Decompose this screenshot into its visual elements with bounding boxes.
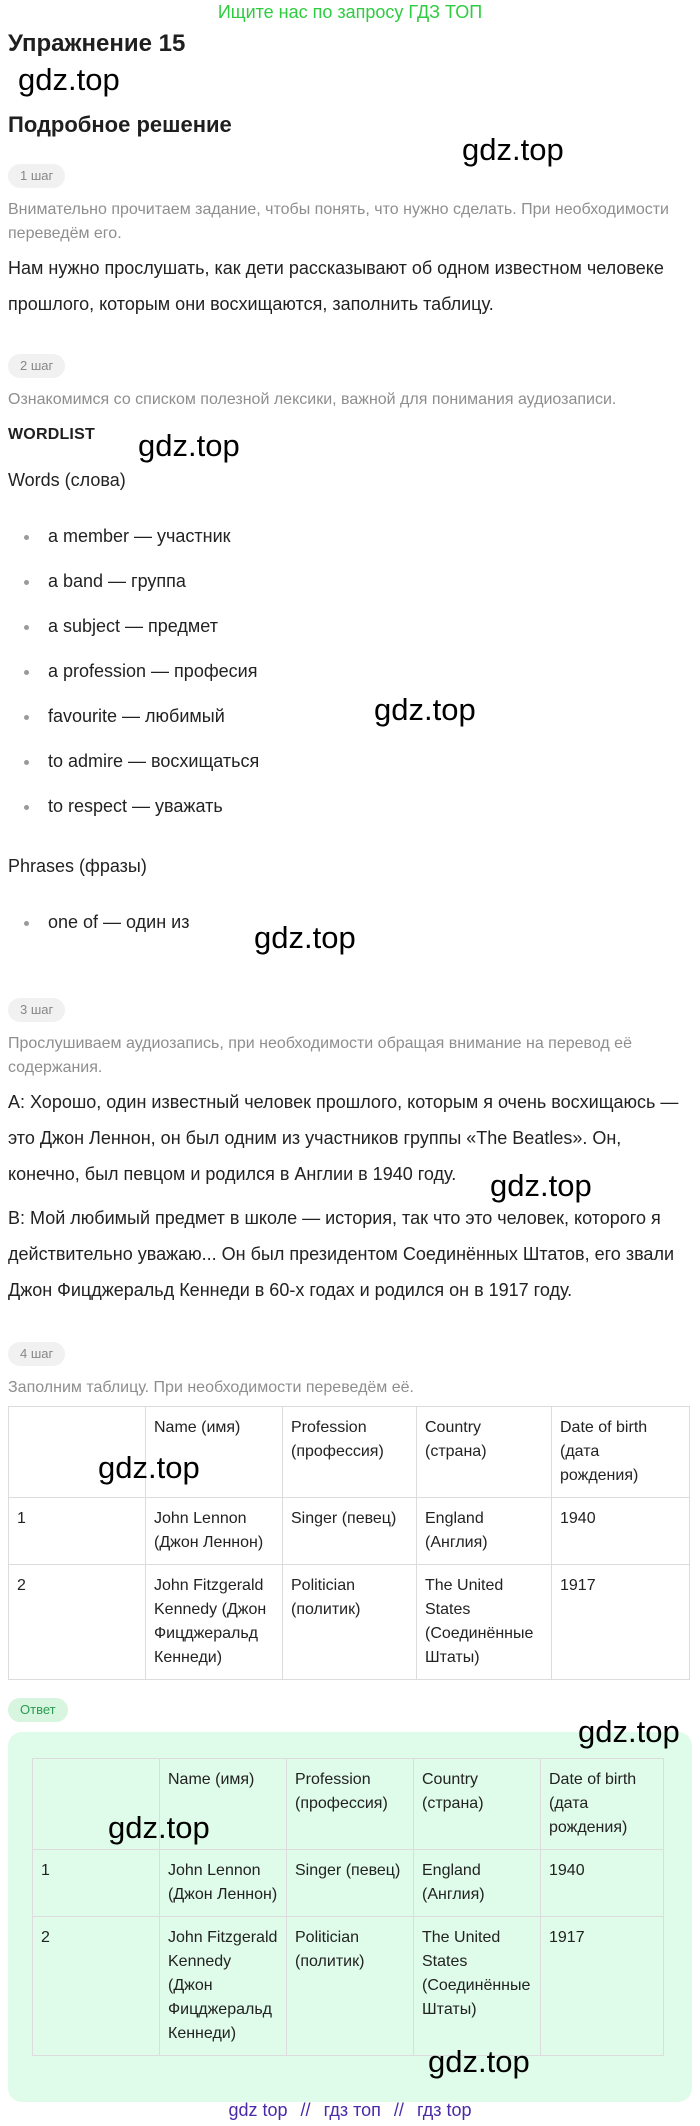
step-hint: Прослушиваем аудиозапись, при необходимости обращая внимание на перевод её содержания.	[8, 1035, 632, 1076]
watermark: gdz.top	[462, 132, 564, 167]
table-cell: Profession (профессия)	[287, 1759, 414, 1850]
watermark: gdz.top	[428, 2044, 530, 2079]
table-cell: Singer (певец)	[287, 1850, 414, 1917]
step-badge: 1 шаг	[8, 164, 65, 188]
dialogue-b: B: Мой любимый предмет в школе — история, так что это человек, которого я действительно уважаю... Он был президентом Соединённых Штатов, его звали Джон Фицджеральд Кеннеди в 60-х годах и родился он в 1917 году.	[8, 1208, 674, 1300]
table-cell: Country (страна)	[414, 1759, 541, 1850]
wordlist-heading: WORDLIST	[8, 426, 95, 443]
step-hint: Внимательно прочитаем задание, чтобы понять, что нужно сделать. При необходимости переведём его.	[8, 201, 669, 242]
table-row	[9, 1498, 690, 1565]
list-item: a subject — предмет	[8, 614, 259, 659]
watermark: gdz.top	[98, 1450, 200, 1485]
table-cell: The United States (Соединённые Штаты)	[414, 1917, 541, 2056]
table-cell: 2	[9, 1565, 146, 1680]
table-cell: England (Англия)	[414, 1850, 541, 1917]
step-badge: 3 шаг	[8, 998, 65, 1022]
watermark: gdz.top	[108, 1810, 210, 1845]
table-cell: Profession (профессия)	[283, 1407, 417, 1498]
words-heading: Words (слова)	[8, 470, 126, 490]
step-badge: 4 шаг	[8, 1342, 65, 1366]
answer-table	[32, 1758, 664, 2056]
table-cell: John Fitzgerald Kennedy (Джон Фицджеральд Кеннеди)	[146, 1565, 283, 1680]
table-cell: 1	[33, 1850, 160, 1917]
top-banner[interactable]: Ищите нас по запросу ГДЗ ТОП	[217, 2, 483, 22]
phrases-list	[8, 910, 189, 955]
table-cell: The United States (Соединённые Штаты)	[417, 1565, 552, 1680]
table-cell: 1940	[541, 1850, 664, 1917]
phrases-heading: Phrases (фразы)	[8, 856, 147, 876]
table-cell: John Fitzgerald Kennedy (Джон Фицджеральд Кеннеди)	[160, 1917, 287, 2056]
table-cell: 1917	[541, 1917, 664, 2056]
table-cell: 1	[9, 1498, 146, 1565]
answer-badge: Ответ	[8, 1698, 68, 1722]
table-cell: Country (страна)	[417, 1407, 552, 1498]
footer-link[interactable]: гдз top	[416, 2100, 472, 2120]
table-cell: 2	[33, 1917, 160, 2056]
footer-link[interactable]: gdz top	[228, 2100, 288, 2120]
table-cell: Date of birth (дата рождения)	[552, 1407, 690, 1498]
step-text: Нам нужно прослушать, как дети рассказывают об одном известном человеке прошлого, которым они восхищаются, заполнить таблицу.	[8, 258, 664, 314]
watermark: gdz.top	[374, 692, 476, 727]
list-item: a band — группа	[8, 569, 259, 614]
footer-separator: //	[300, 2100, 311, 2120]
list-item: to respect — уважать	[8, 794, 259, 839]
table-cell: John Lennon (Джон Леннон)	[146, 1498, 283, 1565]
table-cell: Singer (певец)	[283, 1498, 417, 1565]
watermark: gdz.top	[578, 1714, 680, 1749]
table-cell: Date of birth (дата рождения)	[541, 1759, 664, 1850]
answer-table	[8, 1406, 690, 1680]
table-row	[9, 1565, 690, 1680]
table-cell: Name (имя)	[146, 1407, 283, 1498]
watermark: gdz.top	[490, 1168, 592, 1203]
footer-separator: //	[393, 2100, 404, 2120]
dialogue-a: A: Хорошо, один известный человек прошлого, которым я очень восхищаюсь — это Джон Леннон, он был одним из участников группы «The Beatles». Он, конечно, был певцом и родился в Англии в 1940 году.	[8, 1092, 679, 1184]
watermark: gdz.top	[138, 428, 240, 463]
list-item: one of — один из	[8, 910, 189, 955]
watermark: gdz.top	[254, 920, 356, 955]
table-cell: 1917	[552, 1565, 690, 1680]
table-row	[33, 1850, 664, 1917]
list-item: a profession — професия	[8, 659, 259, 704]
step-hint: Заполним таблицу. При необходимости переведём её.	[8, 1379, 414, 1396]
table-cell: Name (имя)	[160, 1759, 287, 1850]
watermark: gdz.top	[18, 62, 120, 97]
solution-heading: Подробное решение	[8, 112, 232, 137]
table-row	[33, 1917, 664, 2056]
list-item: a member — участник	[8, 524, 259, 569]
exercise-title: Упражнение 15	[8, 30, 186, 57]
table-cell: John Lennon (Джон Леннон)	[160, 1850, 287, 1917]
table-cell: 1940	[552, 1498, 690, 1565]
table-cell: Politician (политик)	[283, 1565, 417, 1680]
words-list	[8, 524, 259, 839]
step-badge: 2 шаг	[8, 354, 65, 378]
table-cell: England (Англия)	[417, 1498, 552, 1565]
footer-link[interactable]: гдз топ	[323, 2100, 381, 2120]
footer-links	[0, 2100, 700, 2121]
list-item: favourite — любимый	[8, 704, 259, 749]
step-hint: Ознакомимся со списком полезной лексики, важной для понимания аудиозаписи.	[8, 391, 617, 408]
table-cell: Politician (политик)	[287, 1917, 414, 2056]
list-item: to admire — восхищаться	[8, 749, 259, 794]
